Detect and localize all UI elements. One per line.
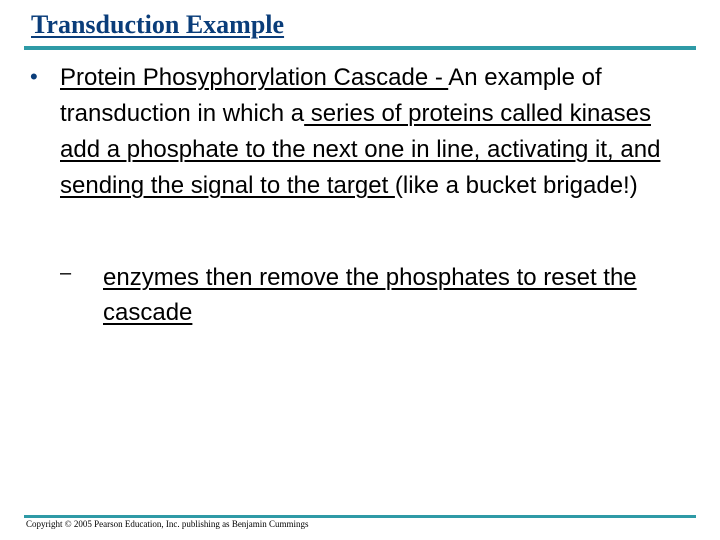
bullet-segment-heading: Protein Phosyphorylation Cascade - <box>60 64 449 91</box>
copyright-notice: Copyright © 2005 Pearson Education, Inc. publishing as Benjamin Cummings <box>26 519 309 529</box>
bullet-segment-analogy: (like a bucket brigade!) <box>394 172 638 199</box>
title-divider <box>24 46 696 50</box>
sub-bullet-text: enzymes then remove the phosphates to reset the cascade <box>103 264 637 326</box>
slide-title: Transduction Example <box>31 10 285 39</box>
bullet-segment-description: series of proteins called kinases add a phosphate to the next one in line, activating it, and sending the signal to the target <box>60 100 661 199</box>
sub-bullet-marker: – <box>60 262 72 284</box>
footer-divider <box>24 515 696 518</box>
bullet-segment-intro: An example of transduction in which a <box>60 64 602 127</box>
bullet-marker: • <box>30 64 38 89</box>
main-bullet-text <box>60 60 690 204</box>
